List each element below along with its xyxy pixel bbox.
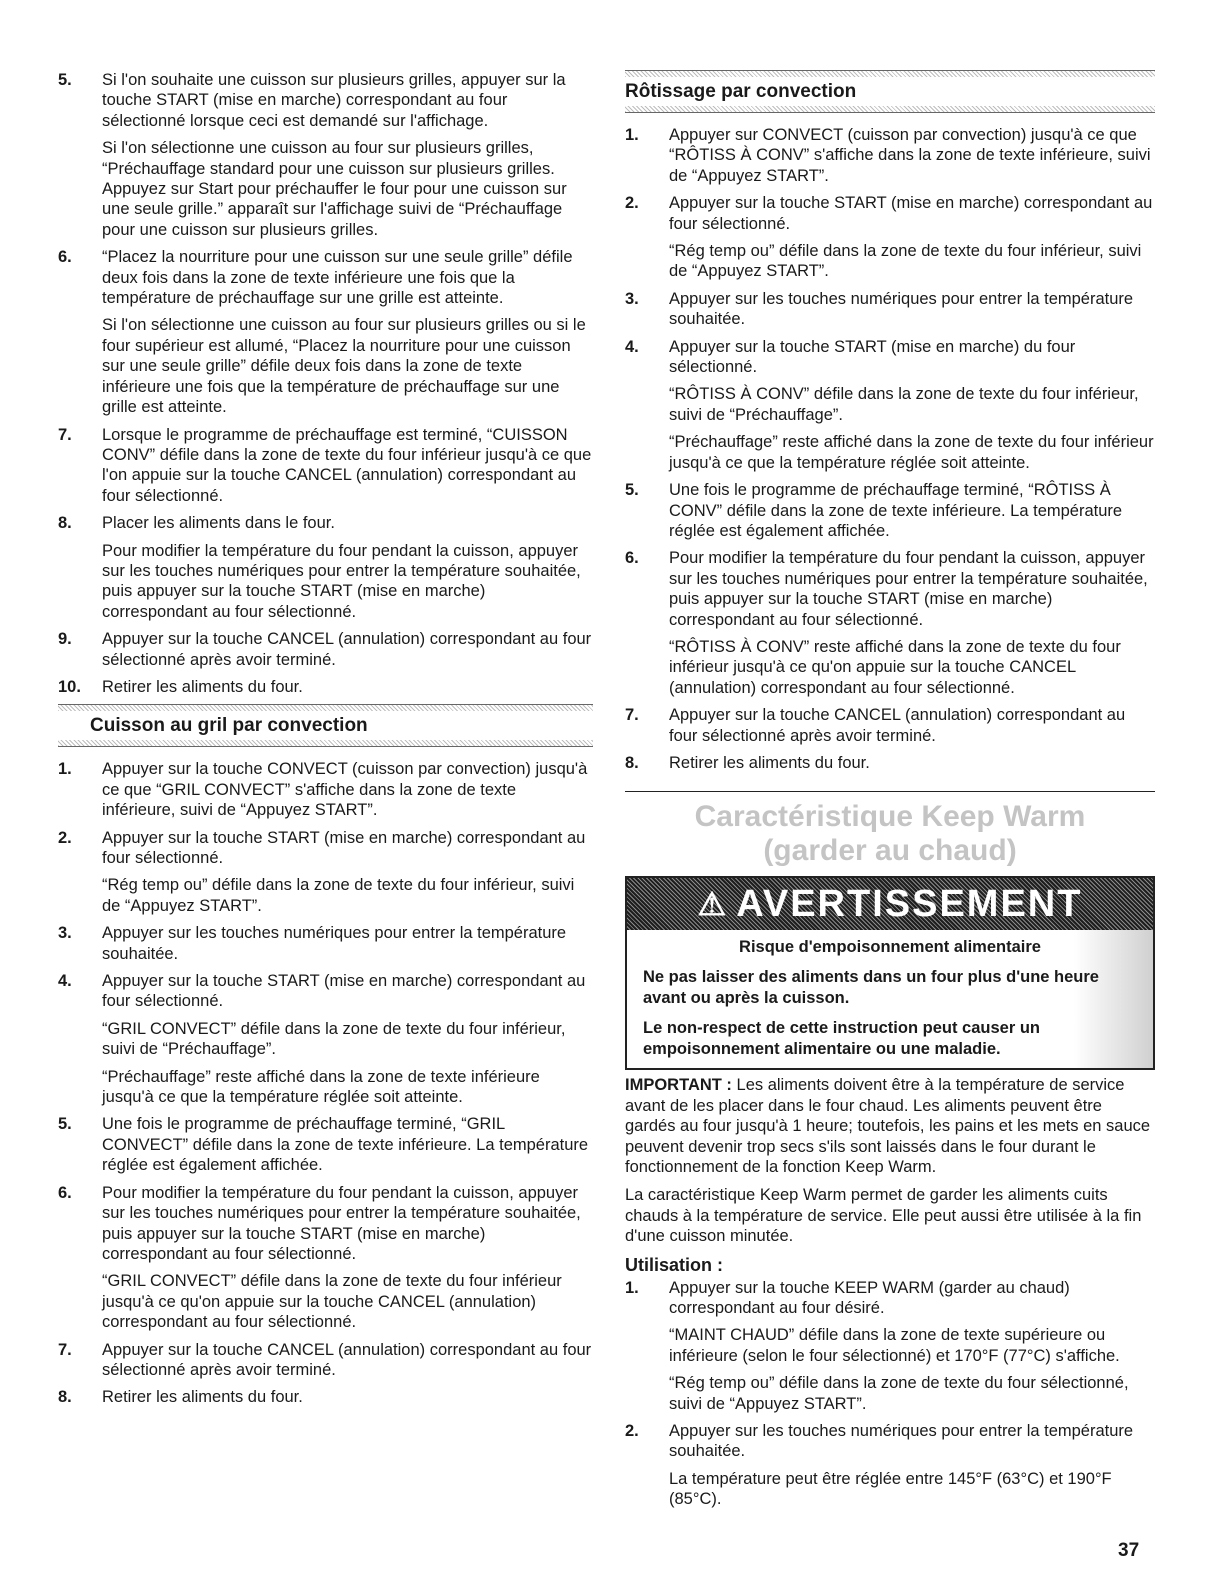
rotissage-steps-list <box>625 125 1155 773</box>
list-item <box>58 677 593 697</box>
step-text: Retirer les aliments du four. <box>102 1388 303 1407</box>
list-item <box>625 289 1155 330</box>
section-band-top <box>625 70 1155 77</box>
step-number: 5. <box>58 71 72 89</box>
step-text: Si l'on sélectionne une cuisson au four sur plusieurs grilles, “Préchauffage standard pour une cuisson sur plusieurs grilles. Appuyez sur Start pour préchauffer le four pour une cuisson sur une seule grille.” apparaît sur l'affichage suivi de “Préchauffage pour une cuisson sur plusieurs grilles. <box>102 139 567 239</box>
step-text: Appuyer sur la touche START (mise en marche) correspondant au four sélectionné. <box>669 194 1153 233</box>
step-number: 8. <box>58 1388 72 1407</box>
step-text: Appuyer sur les touches numériques pour entrer la température souhaitée. <box>669 1422 1134 1461</box>
step-text: Si l'on sélectionne une cuisson au four sur plusieurs grilles ou si le four supérieur est allumé, “Placez la nourriture pour une cuisson sur une seule grille” défile deux fois dans la zone de texte inférieure une fois que la température de préchauffage sur une grille est atteinte. <box>102 316 586 417</box>
step-text: “Rég temp ou” défile dans la zone de texte du four inférieur, suivi de “Appuyez START”. <box>102 876 575 915</box>
step-text: Appuyer sur la touche START (mise en marche) correspondant au four sélectionné. <box>102 828 586 867</box>
step-text: “RÔTISS À CONV” défile dans la zone de texte du four inférieur, suivi de “Préchauffage”. <box>669 385 1139 424</box>
step-number: 7. <box>58 425 72 444</box>
warning-body <box>627 930 1153 1068</box>
warning-line-1: Ne pas laisser des aliments dans un four plus d'une heure avant ou après la cuisson. <box>643 968 1099 1008</box>
step-number: 8. <box>625 753 639 772</box>
step-text: Appuyer sur CONVECT (cuisson par convection) jusqu'à ce que “RÔTISS À CONV” s'affiche dans la zone de texte inférieure, suivi de “Appuyez START”. <box>669 126 1151 185</box>
feature-title-line1: Caractéristique Keep Warm <box>694 800 1086 834</box>
step-text: Retirer les aliments du four. <box>669 753 870 772</box>
list-item <box>58 1183 593 1333</box>
step-text: Appuyer sur la touche CONVECT (cuisson par convection) jusqu'à ce que “GRIL CONVECT” s'affiche dans la zone de texte inférieure, suivi de “Appuyez START”. <box>102 760 588 820</box>
list-item <box>58 828 593 917</box>
list-item <box>58 247 593 417</box>
step-text: Si l'on souhaite une cuisson sur plusieurs grilles, appuyer sur la touche START (mise en marche) correspondant au four sélectionné lorsque ceci est demandé sur l'affichage. <box>102 71 566 130</box>
step-text: Appuyer sur la touche KEEP WARM (garder au chaud) correspondant au four désiré. <box>669 1278 1070 1318</box>
step-text: Une fois le programme de préchauffage terminé, “RÔTISS À CONV” défile dans la zone de texte inférieure. La température réglée est également affichée. <box>669 481 1123 540</box>
step-text: “MAINT CHAUD” défile dans la zone de texte supérieure ou inférieure (selon le four sélectionné) et 170°F (77°C) s'affiche. <box>669 1326 1120 1365</box>
step-number: 4. <box>625 337 639 356</box>
step-number: 10. <box>58 677 81 696</box>
step-text: “Rég temp ou” défile dans la zone de texte du four inférieur, suivi de “Appuyez START”. <box>669 242 1142 281</box>
list-item <box>625 193 1155 282</box>
important-paragraph <box>625 1075 1155 1177</box>
step-text: Appuyer sur la touche CANCEL (annulation) correspondant au four sélectionné après avoir terminé. <box>102 1340 592 1379</box>
step-text: “GRIL CONVECT” défile dans la zone de texte du four inférieur jusqu'à ce qu'on appuie sur la touche CANCEL (annulation) correspondant au four sélectionné. <box>102 1272 562 1332</box>
section-band-bottom <box>625 106 1155 113</box>
important-label: IMPORTANT : <box>625 1076 732 1095</box>
step-text: “Placez la nourriture pour une cuisson sur une seule grille” défile deux fois dans la zone de texte inférieure une fois que la température de préchauffage sur une grille est atteinte. <box>102 248 573 308</box>
step-number: 1. <box>625 126 639 144</box>
list-item <box>58 971 593 1107</box>
step-number: 3. <box>58 924 72 943</box>
step-number: 2. <box>625 1422 639 1441</box>
warning-line-2: Le non-respect de cette instruction peut causer un empoisonnement alimentaire ou une maladie. <box>643 1019 1040 1059</box>
list-item <box>58 70 593 240</box>
warning-title: Risque d'empoisonnement alimentaire <box>739 938 1041 957</box>
step-text: Pour modifier la température du four pendant la cuisson, appuyer sur les touches numériques pour entrer la température souhaitée, puis appuyer sur la touche START (mise en marche) correspondant au four sélectionné. <box>669 549 1148 629</box>
step-text: “Rég temp ou” défile dans la zone de texte du four sélectionné, suivi de “Appuyez START”. <box>669 1374 1129 1413</box>
section-title-gril: Cuisson au gril par convection <box>90 715 368 737</box>
list-item <box>625 1278 1155 1414</box>
warning-header-text: AVERTISSEMENT <box>736 882 1083 925</box>
list-item <box>625 125 1155 186</box>
step-text: Appuyer sur la touche CANCEL (annulation) correspondant au four sélectionné après avoir terminé. <box>669 706 1126 745</box>
list-item <box>625 753 1155 773</box>
step-text: Appuyer sur la touche CANCEL (annulation) correspondant au four sélectionné après avoir terminé. <box>102 630 592 669</box>
step-text: Appuyer sur les touches numériques pour entrer la température souhaitée. <box>669 289 1134 329</box>
step-number: 5. <box>58 1115 72 1134</box>
warning-box <box>625 876 1155 1070</box>
list-item <box>58 425 593 507</box>
step-text: Retirer les aliments du four. <box>102 677 303 696</box>
step-number: 8. <box>58 514 72 533</box>
gril-steps-list <box>58 759 593 1407</box>
step-text: “RÔTISS À CONV” reste affiché dans la zone de texte du four inférieur jusqu'à ce qu'on appuie sur la touche CANCEL (annulation) correspondant au four sélectionné. <box>669 637 1121 697</box>
step-number: 7. <box>58 1340 72 1359</box>
list-item <box>625 480 1155 541</box>
step-number: 2. <box>625 194 639 213</box>
step-number: 5. <box>625 481 639 500</box>
step-number: 9. <box>58 630 72 649</box>
list-item <box>625 337 1155 473</box>
right-column <box>625 70 1155 1517</box>
utilisation-heading: Utilisation : <box>625 1254 723 1275</box>
step-text: Appuyer sur la touche START (mise en marche) du four sélectionné. <box>669 337 1076 377</box>
list-item <box>58 513 593 622</box>
page-number: 37 <box>1118 1540 1140 1561</box>
feature-title-line2: (garder au chaud) <box>763 834 1017 868</box>
step-text: “Préchauffage” reste affiché dans la zone de texte du four inférieur jusqu'à ce que la température réglée soit atteinte. <box>669 433 1154 472</box>
step-text: Lorsque le programme de préchauffage est terminé, “CUISSON CONV” défile dans la zone de texte du four inférieur jusqu'à ce que l'on appuie sur la touche CANCEL (annulation) correspondant au four sélectionné. <box>102 425 592 505</box>
preheat-steps-list <box>58 70 593 697</box>
list-item <box>58 629 593 670</box>
step-text: La température peut être réglée entre 145°F (63°C) et 190°F (85°C). <box>669 1469 1112 1509</box>
left-column <box>58 70 593 1415</box>
step-text: Pour modifier la température du four pendant la cuisson, appuyer sur les touches numériques pour entrer la température souhaitée, puis appuyer sur la touche START (mise en marche) correspondant au four sélectionné. <box>102 541 581 621</box>
section-title-rotissage: Rôtissage par convection <box>625 81 857 102</box>
step-number: 2. <box>58 828 72 847</box>
step-text: Placer les aliments dans le four. <box>102 514 335 533</box>
utilisation-steps-list <box>625 1278 1155 1510</box>
warning-header <box>627 878 1153 930</box>
list-item <box>625 705 1155 746</box>
list-item <box>58 1387 593 1407</box>
list-item <box>58 923 593 964</box>
step-number: 6. <box>58 1183 72 1202</box>
list-item <box>58 1340 593 1381</box>
step-text: “Préchauffage” reste affiché dans la zone de texte inférieure jusqu'à ce que la température réglée soit atteinte. <box>102 1067 540 1107</box>
warning-triangle-icon: ⚠ <box>697 886 729 923</box>
keepwarm-paragraph: La caractéristique Keep Warm permet de garder les aliments cuits chauds à la température de service. Elle peut aussi être utilisée à la fin d'une cuisson minutée. <box>625 1186 1142 1246</box>
step-text: Pour modifier la température du four pendant la cuisson, appuyer sur les touches numériques pour entrer la température souhaitée, puis appuyer sur la touche START (mise en marche) correspondant au four sélectionné. <box>102 1183 581 1263</box>
list-item <box>625 1421 1155 1510</box>
step-number: 1. <box>625 1278 639 1297</box>
important-text: Les aliments doivent être à la température de service avant de les placer dans le four chaud. Les aliments peuvent être gardés au four jusqu'à 1 heure; toutefois, les pains et les mets en sauce peuvent devenir trop secs s'ils sont laissés dans le four durant le fonctionnement de la fonction Keep Warm. <box>625 1076 1151 1176</box>
list-item <box>58 759 593 820</box>
section-band-top <box>58 704 593 711</box>
section-header-gril <box>58 704 593 747</box>
section-header-rotissage <box>625 70 1155 113</box>
step-number: 3. <box>625 289 639 308</box>
step-text: Appuyer sur les touches numériques pour entrer la température souhaitée. <box>102 924 567 963</box>
step-number: 6. <box>625 549 639 568</box>
step-number: 7. <box>625 706 639 725</box>
section-band-bottom <box>58 740 593 747</box>
step-text: “GRIL CONVECT” défile dans la zone de texte du four inférieur, suivi de “Préchauffage”. <box>102 1019 566 1059</box>
step-text: Une fois le programme de préchauffage terminé, “GRIL CONVECT” défile dans la zone de texte inférieure. La température réglée est également affichée. <box>102 1115 589 1175</box>
list-item <box>58 1114 593 1175</box>
feature-title <box>625 800 1155 868</box>
step-text: Appuyer sur la touche START (mise en marche) correspondant au four sélectionné. <box>102 972 586 1011</box>
list-item <box>625 548 1155 698</box>
divider-rule <box>625 791 1155 792</box>
step-number: 1. <box>58 760 72 779</box>
step-number: 4. <box>58 972 72 991</box>
step-number: 6. <box>58 248 72 267</box>
